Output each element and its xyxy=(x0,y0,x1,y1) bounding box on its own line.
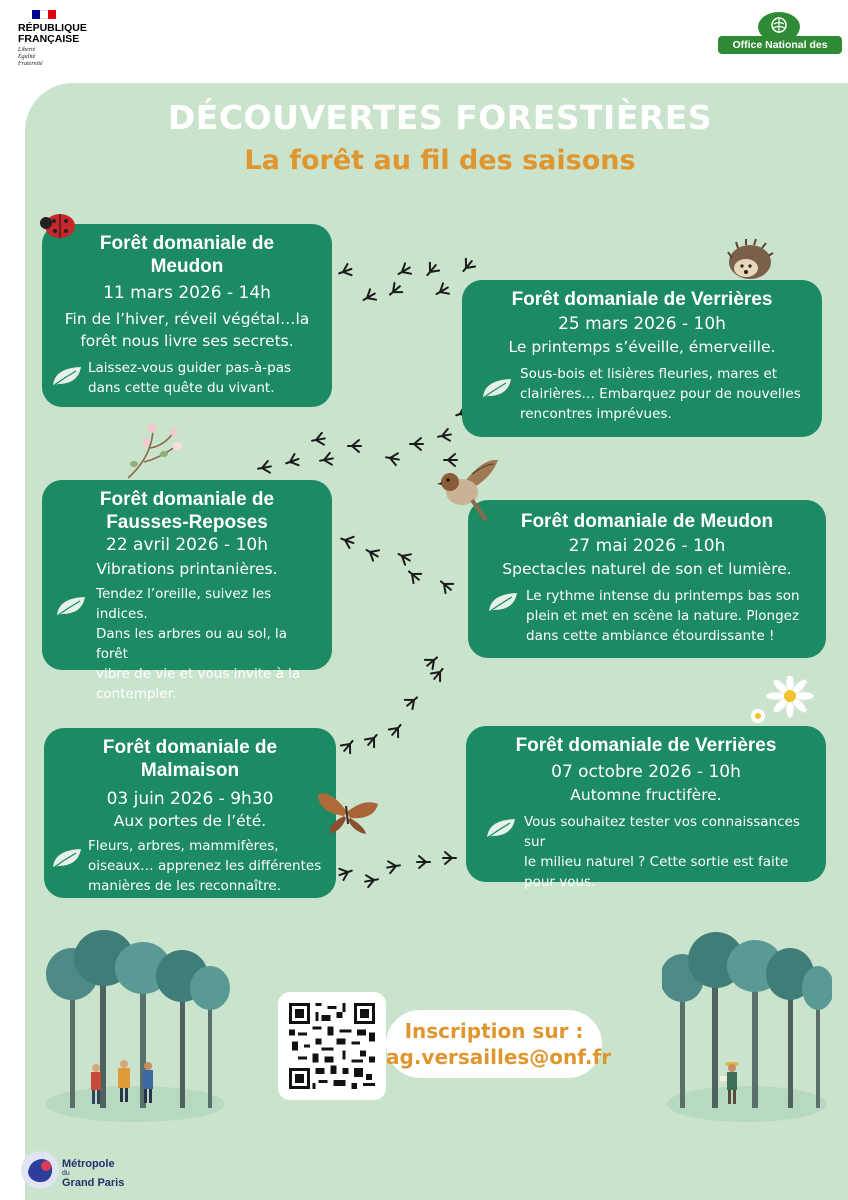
event-card-fausses-reposes xyxy=(42,480,332,702)
forest-explorer-illustration xyxy=(662,928,832,1128)
page-subtitle: La forêt au fil des saisons xyxy=(244,145,636,176)
sparrow-icon xyxy=(436,456,500,522)
event-tagline: Spectacles naturel de son et lumière. xyxy=(502,560,792,578)
event-date: 22 avril 2026 - 10h xyxy=(106,535,268,555)
blossom-branch-icon xyxy=(124,424,184,480)
motto-fraternite: Fraternité xyxy=(18,61,43,67)
event-description: Sous-bois et lisières fleuries, mares et clairières… Embarquez pour de nouvelles rencontres imprévues. xyxy=(474,364,810,424)
onf-name: Office National des Forêts xyxy=(718,36,842,54)
event-card-verrieres-october xyxy=(466,726,826,890)
event-tagline: Automne fructifère. xyxy=(570,786,722,804)
leaf-icon xyxy=(50,846,84,870)
event-description: Vous souhaitez tester vos connaissances sur le milieu naturel ? Cette sortie est faite pour vous. xyxy=(478,812,814,892)
metropole-name: Métropole du Grand Paris xyxy=(62,1158,125,1189)
event-title: Forêt domaniale de Fausses-Reposes xyxy=(99,489,275,533)
event-card-malmaison xyxy=(44,728,336,898)
registration-label: Inscription sur : xyxy=(404,1019,584,1043)
leaf-icon xyxy=(484,816,518,840)
daisy-icon xyxy=(746,676,818,726)
event-description: Laissez-vous guider pas-à-pas dans cette quête du vivant. xyxy=(56,358,318,398)
event-description: Tendez l’oreille, suivez les indices. Dans les arbres ou au sol, la forêt vibre de vie et vous invite à la contempler. xyxy=(56,584,318,704)
event-card-verrieres-march xyxy=(462,280,822,437)
event-tagline: Aux portes de l’été. xyxy=(113,812,267,830)
metropole-emblem-icon xyxy=(20,1150,60,1190)
leaf-icon xyxy=(54,594,88,618)
event-description: Le rythme intense du printemps bas son plein et met en scène la nature. Plongez dans cette ambiance étourdissante ! xyxy=(480,586,814,646)
republic-name-line-2: FRANÇAISE xyxy=(18,33,80,45)
event-date: 27 mai 2026 - 10h xyxy=(568,536,726,556)
leaf-icon xyxy=(50,364,84,388)
registration-info xyxy=(386,1010,612,1078)
event-date: 11 mars 2026 - 14h xyxy=(103,283,271,303)
event-tagline: Fin de l’hiver, réveil végétal…la forêt nous livre ses secrets. xyxy=(64,310,310,350)
event-date: 07 octobre 2026 - 10h xyxy=(551,762,741,782)
leaf-icon xyxy=(486,590,520,614)
registration-email[interactable]: ag.versailles@onf.fr xyxy=(386,1045,612,1069)
ladybug-icon xyxy=(38,208,78,240)
event-tagline: Le printemps s’éveille, émerveille. xyxy=(508,338,776,356)
qr-code-icon xyxy=(289,1003,375,1089)
event-date: 25 mars 2026 - 10h xyxy=(558,314,726,334)
event-date: 03 juin 2026 - 9h30 xyxy=(106,789,274,809)
forest-hikers-illustration xyxy=(40,928,230,1128)
event-title: Forêt domaniale de Meudon xyxy=(520,511,774,532)
hedgehog-icon xyxy=(724,238,774,282)
event-title: Forêt domaniale de Verrières xyxy=(515,735,777,756)
event-card-meudon-may xyxy=(468,500,826,658)
event-tagline: Vibrations printanières. xyxy=(96,560,278,578)
event-description: Fleurs, arbres, mammifères, oiseaux… apprenez les différentes manières de les reconnaître. xyxy=(58,836,322,896)
event-card-meudon-march xyxy=(42,224,332,407)
event-title: Forêt domaniale de Meudon xyxy=(99,233,275,277)
event-title: Forêt domaniale de Verrières xyxy=(511,289,773,310)
page-title: DÉCOUVERTES FORESTIÈRES xyxy=(167,98,713,137)
republic-name-line-1: RÉPUBLIQUE xyxy=(18,22,87,34)
metropole-grand-paris-logo xyxy=(20,1148,170,1192)
leaf-icon xyxy=(480,376,514,400)
motto-liberte: Liberté xyxy=(18,47,36,53)
event-title: Forêt domaniale de Malmaison xyxy=(102,737,278,781)
qr-code[interactable] xyxy=(278,992,386,1100)
motto-egalite: Égalité xyxy=(18,54,36,60)
butterfly-icon xyxy=(314,790,380,836)
